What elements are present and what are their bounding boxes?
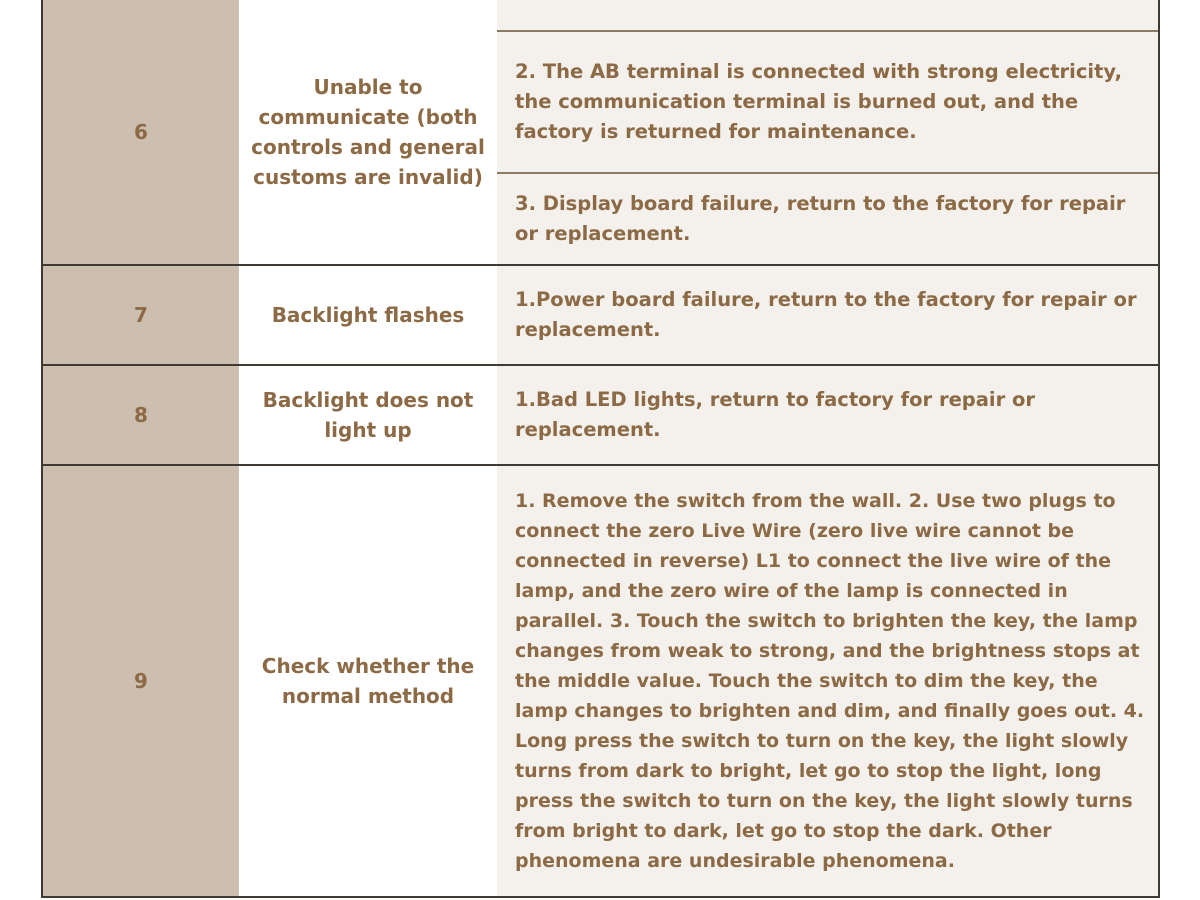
row-number: 8 [43,366,239,464]
table-row [43,364,1158,464]
troubleshooting-table [41,0,1160,898]
solution-cell [497,266,1158,364]
solution-column [497,0,1158,264]
solution-cell [497,172,1158,264]
fault-description: Check whether the normal method [239,466,497,896]
solution-text: 1.Power board failure, return to the factory for repair or replacement. [515,288,1137,341]
fault-description: Backlight flashes [239,266,497,364]
solution-cell [497,0,1158,30]
solution-cell [497,366,1158,464]
table-row [43,464,1158,896]
table-row [43,264,1158,364]
fault-description: Backlight does not light up [239,366,497,464]
solution-text: 2. The AB terminal is connected with strong electricity, the communication terminal is burned out, and the factory is returned for maintenance. [515,60,1123,143]
row-number: 6 [43,0,239,264]
solution-text: 3. Display board failure, return to the factory for repair or replacement. [515,192,1126,245]
solution-column [497,366,1158,464]
row-number: 9 [43,466,239,896]
row-number: 7 [43,266,239,364]
solution-column [497,466,1158,896]
fault-description: Unable to communicate (both controls and general customs are invalid) [239,0,497,264]
solution-column [497,266,1158,364]
solution-text: 1. Remove the switch from the wall. 2. Use two plugs to connect the zero Live Wire (zero live wire cannot be connected in reverse) L1 to connect the live wire of the lamp, and the zero wire of the lamp is connected in parallel. 3. Touch the switch to brighten the key, the lamp changes from weak to strong, and the brightness stops at the middle value. Touch the switch to dim the key, the lamp changes to brighten and dim, and finally goes out. 4. Long press the switch to turn on the key, the light slowly turns from dark to bright, let go to stop the light, long press the switch to turn on the key, the light slowly turns from bright to dark, let go to stop the dark. Other phenomena are undesirable phenomena. [515,490,1145,872]
solution-cell [497,466,1158,896]
table-row [43,0,1158,264]
solution-cell [497,30,1158,172]
solution-text: 1.Bad LED lights, return to factory for repair or replacement. [515,388,1036,441]
